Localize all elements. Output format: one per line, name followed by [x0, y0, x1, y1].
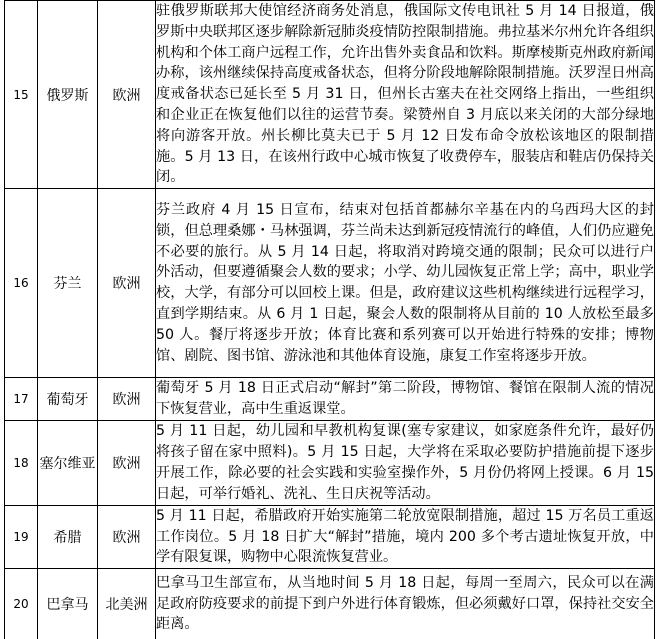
- country-name: 芬兰: [38, 189, 98, 378]
- measures-text: 驻俄罗斯联邦大使馆经济商务处消息，俄国际文传电讯社 5 月 14 日报道，俄罗斯中央联邦区逐步解除新冠肺炎疫情防控限制措施。弗拉基米尔州允许各组织机构和个体工商户远程工作，允许出售外卖食品和饮料。斯摩棱斯克州政府新闻办称，该州继续保持高度戒备状态，但将分阶段地解除限制措施。沃罗涅日州高度戒备状态已延长至 5 月 31 日，但州长古塞夫在社交网络上指出，一些组织和企业正在恢复他们以往的运营节奏。梁赞州自 3 月底以来关闭的大部分绿地将向游客开放。州长柳比莫夫已于 5 月 12 日发布命令放松该地区的限制措施。5 月 13 日，在该州行政中心城市恢复了收费停车，服装店和鞋店仍保持关闭。: [156, 1, 655, 189]
- country-name: 塞尔维亚: [38, 420, 98, 505]
- row-number: 19: [5, 505, 38, 568]
- country-measures-table: [4, 0, 655, 639]
- continent-name: 欧洲: [98, 505, 156, 568]
- country-name: 希腊: [38, 505, 98, 568]
- continent-name: 欧洲: [98, 189, 156, 378]
- policy-table-page: [4, 0, 654, 637]
- country-name: 俄罗斯: [38, 1, 98, 189]
- table-row: [5, 189, 655, 378]
- continent-name: 欧洲: [98, 420, 156, 505]
- row-number: 18: [5, 420, 38, 505]
- measures-text: 葡萄牙 5 月 18 日正式启动“解封”第二阶段，博物馆、餐馆在限制人流的情况下恢复营业，高中生重返课堂。: [156, 378, 655, 421]
- row-number: 20: [5, 569, 38, 639]
- row-number: 15: [5, 1, 38, 189]
- measures-text: 芬兰政府 4 月 15 日宣布，结束对包括首都赫尔辛基在内的乌西玛大区的封锁，但总理桑娜・马林强调，芬兰尚未达到新冠疫情流行的峰值，人们仍应避免不必要的旅行。从 5 月 14 日起，将取消对跨境交通的限制；民众可以进行户外活动，但要遵循聚会人数的要求；小学、幼儿园恢复正常上学；高中，职业学校，大学，有部分可以回校上课。但是，政府建议这些机构继续进行远程学习，直到学期结束。从 6 月 1 日起，聚会人数的限制将从目前的 10 人放松至最多 50 人。餐厅将逐步开放；体育比赛和系列赛可以开始进行特殊的安排；博物馆、剧院、图书馆、游泳池和其他体育设施，康复工作室将逐步开放。: [156, 189, 655, 378]
- table-row: [5, 505, 655, 568]
- table-row: [5, 569, 655, 639]
- table-row: [5, 1, 655, 189]
- country-name: 巴拿马: [38, 569, 98, 639]
- country-name: 葡萄牙: [38, 378, 98, 421]
- table-row: [5, 420, 655, 505]
- measures-text: 5 月 11 日起，幼儿园和早教机构复课(塞专家建议，如家庭条件允许，最好仍将孩子留在家中照料)。5 月 15 日起，大学将在采取必要防护措施前提下逐步开展工作，除必要的社会实践和实验室操作外，5 月份仍将网上授课。6 月 15 日起，可举行婚礼、洗礼、生日庆祝等活动。: [156, 420, 655, 505]
- row-number: 16: [5, 189, 38, 378]
- measures-text: 巴拿马卫生部宣布，从当地时间 5 月 18 日起，每周一至周六，民众可以在满足政府防疫要求的前提下到户外进行体育锻炼，但必须戴好口罩，保持社交安全距离。: [156, 569, 655, 639]
- continent-name: 北美洲: [98, 569, 156, 639]
- row-number: 17: [5, 378, 38, 421]
- table-row: [5, 378, 655, 421]
- measures-text: 5 月 11 日起，希腊政府开始实施第二轮放宽限制措施，超过 15 万名员工重返工作岗位。5 月 18 日扩大“解封”措施，境内 200 多个考古遗址恢复开放，中学有限复课，购物中心限流恢复营业。: [156, 505, 655, 568]
- continent-name: 欧洲: [98, 378, 156, 421]
- continent-name: 欧洲: [98, 1, 156, 189]
